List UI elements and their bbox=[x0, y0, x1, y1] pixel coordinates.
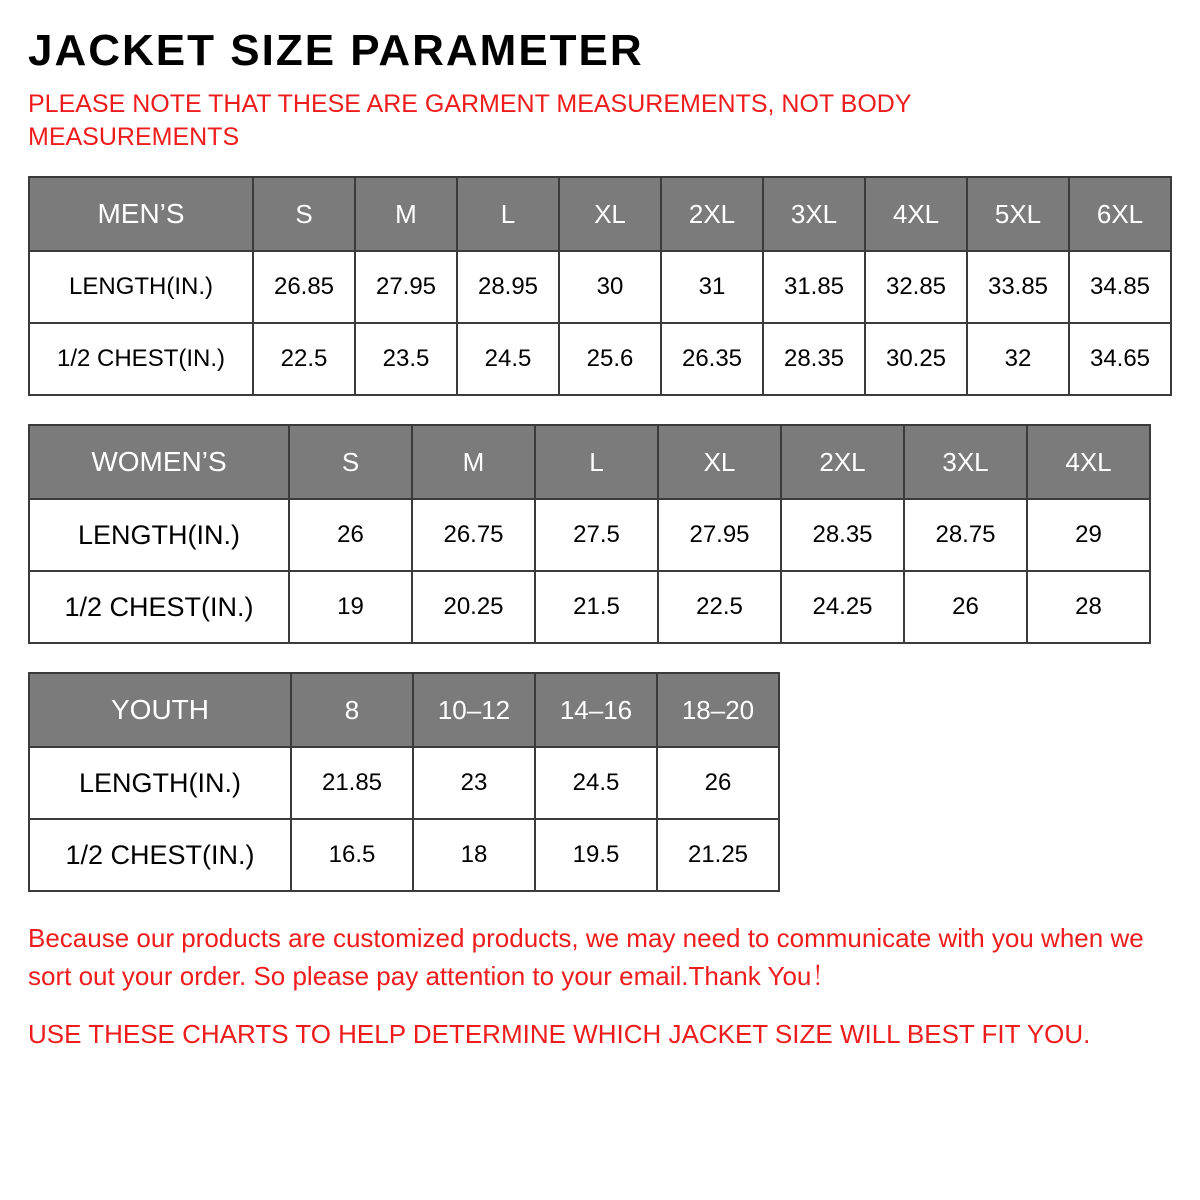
youth-chest-18-20: 21.25 bbox=[657, 819, 779, 891]
footer-notes bbox=[28, 920, 1168, 1053]
mens-chest-2xl: 26.35 bbox=[661, 323, 763, 395]
mens-size-xl: XL bbox=[559, 177, 661, 251]
womens-chest-label: 1/2 CHEST(IN.) bbox=[29, 571, 289, 643]
table-row bbox=[29, 819, 779, 891]
womens-chest-l: 21.5 bbox=[535, 571, 658, 643]
youth-length-18-20: 26 bbox=[657, 747, 779, 819]
mens-chest-l: 24.5 bbox=[457, 323, 559, 395]
mens-size-table bbox=[28, 176, 1172, 396]
youth-size-14-16: 14–16 bbox=[535, 673, 657, 747]
womens-chest-xl: 22.5 bbox=[658, 571, 781, 643]
womens-size-xl: XL bbox=[658, 425, 781, 499]
footer-custom-note: Because our products are customized products, we may need to communicate with you when we sort out your order. So please pay attention to your email.Thank You！ bbox=[28, 923, 1144, 991]
mens-length-3xl: 31.85 bbox=[763, 251, 865, 323]
womens-chest-3xl: 26 bbox=[904, 571, 1027, 643]
mens-size-m: M bbox=[355, 177, 457, 251]
table-row bbox=[29, 571, 1150, 643]
mens-chest-5xl: 32 bbox=[967, 323, 1069, 395]
mens-length-m: 27.95 bbox=[355, 251, 457, 323]
youth-chest-10-12: 18 bbox=[413, 819, 535, 891]
page-title: JACKET SIZE PARAMETER bbox=[28, 26, 644, 75]
mens-chest-s: 22.5 bbox=[253, 323, 355, 395]
youth-length-10-12: 23 bbox=[413, 747, 535, 819]
youth-chest-label: 1/2 CHEST(IN.) bbox=[29, 819, 291, 891]
womens-size-s: S bbox=[289, 425, 412, 499]
mens-size-l: L bbox=[457, 177, 559, 251]
mens-length-xl: 30 bbox=[559, 251, 661, 323]
womens-chest-4xl: 28 bbox=[1027, 571, 1150, 643]
mens-size-5xl: 5XL bbox=[967, 177, 1069, 251]
mens-size-3xl: 3XL bbox=[763, 177, 865, 251]
mens-size-4xl: 4XL bbox=[865, 177, 967, 251]
mens-size-s: S bbox=[253, 177, 355, 251]
womens-length-4xl: 29 bbox=[1027, 499, 1150, 571]
mens-length-4xl: 32.85 bbox=[865, 251, 967, 323]
youth-length-8: 21.85 bbox=[291, 747, 413, 819]
table-header-row bbox=[29, 425, 1150, 499]
table-row bbox=[29, 323, 1171, 395]
womens-length-l: 27.5 bbox=[535, 499, 658, 571]
womens-size-2xl: 2XL bbox=[781, 425, 904, 499]
womens-size-table bbox=[28, 424, 1151, 644]
womens-size-l: L bbox=[535, 425, 658, 499]
mens-length-6xl: 34.85 bbox=[1069, 251, 1171, 323]
mens-chest-3xl: 28.35 bbox=[763, 323, 865, 395]
mens-chest-6xl: 34.65 bbox=[1069, 323, 1171, 395]
mens-chest-4xl: 30.25 bbox=[865, 323, 967, 395]
youth-size-table bbox=[28, 672, 780, 892]
womens-header-label: WOMEN’S bbox=[29, 425, 289, 499]
youth-chest-14-16: 19.5 bbox=[535, 819, 657, 891]
womens-length-s: 26 bbox=[289, 499, 412, 571]
mens-length-s: 26.85 bbox=[253, 251, 355, 323]
womens-length-m: 26.75 bbox=[412, 499, 535, 571]
womens-size-m: M bbox=[412, 425, 535, 499]
mens-length-5xl: 33.85 bbox=[967, 251, 1069, 323]
mens-length-l: 28.95 bbox=[457, 251, 559, 323]
mens-length-label: LENGTH(IN.) bbox=[29, 251, 253, 323]
womens-size-3xl: 3XL bbox=[904, 425, 1027, 499]
table-row bbox=[29, 747, 779, 819]
youth-length-label: LENGTH(IN.) bbox=[29, 747, 291, 819]
youth-size-10-12: 10–12 bbox=[413, 673, 535, 747]
measurement-note: PLEASE NOTE THAT THESE ARE GARMENT MEASUREMENTS, NOT BODY MEASUREMENTS bbox=[28, 90, 912, 152]
womens-chest-m: 20.25 bbox=[412, 571, 535, 643]
mens-length-2xl: 31 bbox=[661, 251, 763, 323]
youth-chest-8: 16.5 bbox=[291, 819, 413, 891]
womens-length-2xl: 28.35 bbox=[781, 499, 904, 571]
womens-length-xl: 27.95 bbox=[658, 499, 781, 571]
womens-chest-2xl: 24.25 bbox=[781, 571, 904, 643]
youth-length-14-16: 24.5 bbox=[535, 747, 657, 819]
table-header-row bbox=[29, 177, 1171, 251]
mens-chest-m: 23.5 bbox=[355, 323, 457, 395]
mens-chest-xl: 25.6 bbox=[559, 323, 661, 395]
mens-size-2xl: 2XL bbox=[661, 177, 763, 251]
mens-size-6xl: 6XL bbox=[1069, 177, 1171, 251]
womens-size-4xl: 4XL bbox=[1027, 425, 1150, 499]
youth-header-label: YOUTH bbox=[29, 673, 291, 747]
womens-length-label: LENGTH(IN.) bbox=[29, 499, 289, 571]
mens-chest-label: 1/2 CHEST(IN.) bbox=[29, 323, 253, 395]
youth-size-18-20: 18–20 bbox=[657, 673, 779, 747]
footer-chart-note: USE THESE CHARTS TO HELP DETERMINE WHICH JACKET SIZE WILL BEST FIT YOU. bbox=[28, 1018, 1091, 1049]
womens-length-3xl: 28.75 bbox=[904, 499, 1027, 571]
youth-size-8: 8 bbox=[291, 673, 413, 747]
table-header-row bbox=[29, 673, 779, 747]
table-row bbox=[29, 499, 1150, 571]
womens-chest-s: 19 bbox=[289, 571, 412, 643]
mens-header-label: MEN’S bbox=[29, 177, 253, 251]
table-row bbox=[29, 251, 1171, 323]
